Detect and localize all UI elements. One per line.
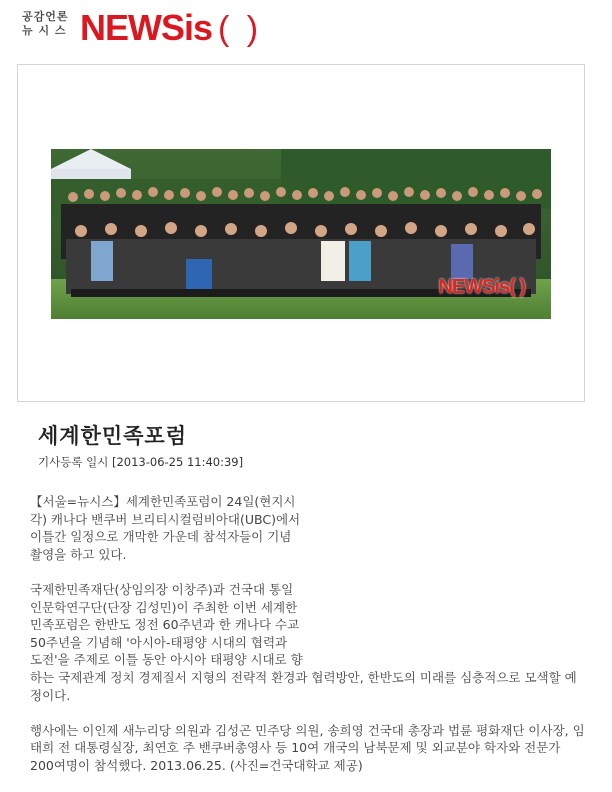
logo-ko-line1: 공감언론	[22, 10, 69, 23]
article-body	[30, 493, 585, 792]
article-headline: 세계한민족포럼	[38, 424, 188, 448]
para1-line: 각) 캐나다 밴쿠버 브리티시컬럼비아대(UBC)에서	[30, 511, 301, 527]
para2-line: 도전'을 주제로 이틀 동안 아시아 태평양 시대로 향	[30, 652, 303, 668]
para2-line: 인문학연구단(단장 김성민)이 주최한 이번 세계한	[30, 599, 298, 615]
group-photo[interactable]	[51, 149, 551, 319]
article-paragraph-3	[30, 722, 585, 775]
meta-label: 기사등록 일시	[38, 455, 109, 469]
photo-watermark: NEWSis( )	[438, 276, 525, 298]
article-paragraph-1	[30, 493, 585, 563]
photo-frame	[17, 64, 585, 402]
logo-korean-text	[22, 10, 69, 38]
article-meta	[38, 454, 243, 470]
para3-line: 200여명이 참석했다. 2013.06.25. (사진=건국대학교 제공)	[30, 757, 363, 773]
logo-paren-text: ( )	[218, 10, 263, 48]
logo-is-text: is	[184, 7, 213, 48]
para1-line: 촬영을 하고 있다.	[30, 546, 127, 562]
logo-news-text: NEWS	[80, 7, 184, 48]
para2-line: 민족포럼은 한반도 정전 60주년과 한 캐나다 수교	[30, 617, 300, 633]
article-paragraph-2	[30, 581, 585, 704]
logo-ko-line2: 뉴 시 스	[22, 24, 67, 37]
para2-line: 하는 국제관계 정치 경제질서 지형의 전략적 환경과 협력방안, 한반도의 미래를 심층적으로 모색할 예	[30, 669, 577, 685]
para2-line: 50주년을 기념해 '아시아-태평양 시대의 협력과	[30, 634, 288, 650]
para3-line: 행사에는 이인제 새누리당 의원과 김성곤 민주당 의원, 송희영 건국대 총장과 법륜 평화재단 이사장, 임	[30, 722, 585, 738]
para2-line: 국제한민족재단(상임의장 이창주)과 건국대 통일	[30, 581, 294, 597]
para1-line: 이틀간 일정으로 개막한 가운데 참석자들이 기념	[30, 529, 292, 545]
para1-line: 【서울=뉴시스】세계한민족포럼이 24일(현지시	[30, 494, 296, 509]
para3-line: 태희 전 대통령실장, 최연호 주 밴쿠버총영사 등 10여 개국의 남북문제 및 외교분야 학자와 전문가	[30, 740, 561, 756]
logo-wordmark	[80, 8, 262, 49]
meta-datetime: [2013-06-25 11:40:39]	[111, 455, 244, 469]
para2-line: 정이다.	[30, 687, 71, 703]
newsis-logo[interactable]	[22, 8, 282, 48]
